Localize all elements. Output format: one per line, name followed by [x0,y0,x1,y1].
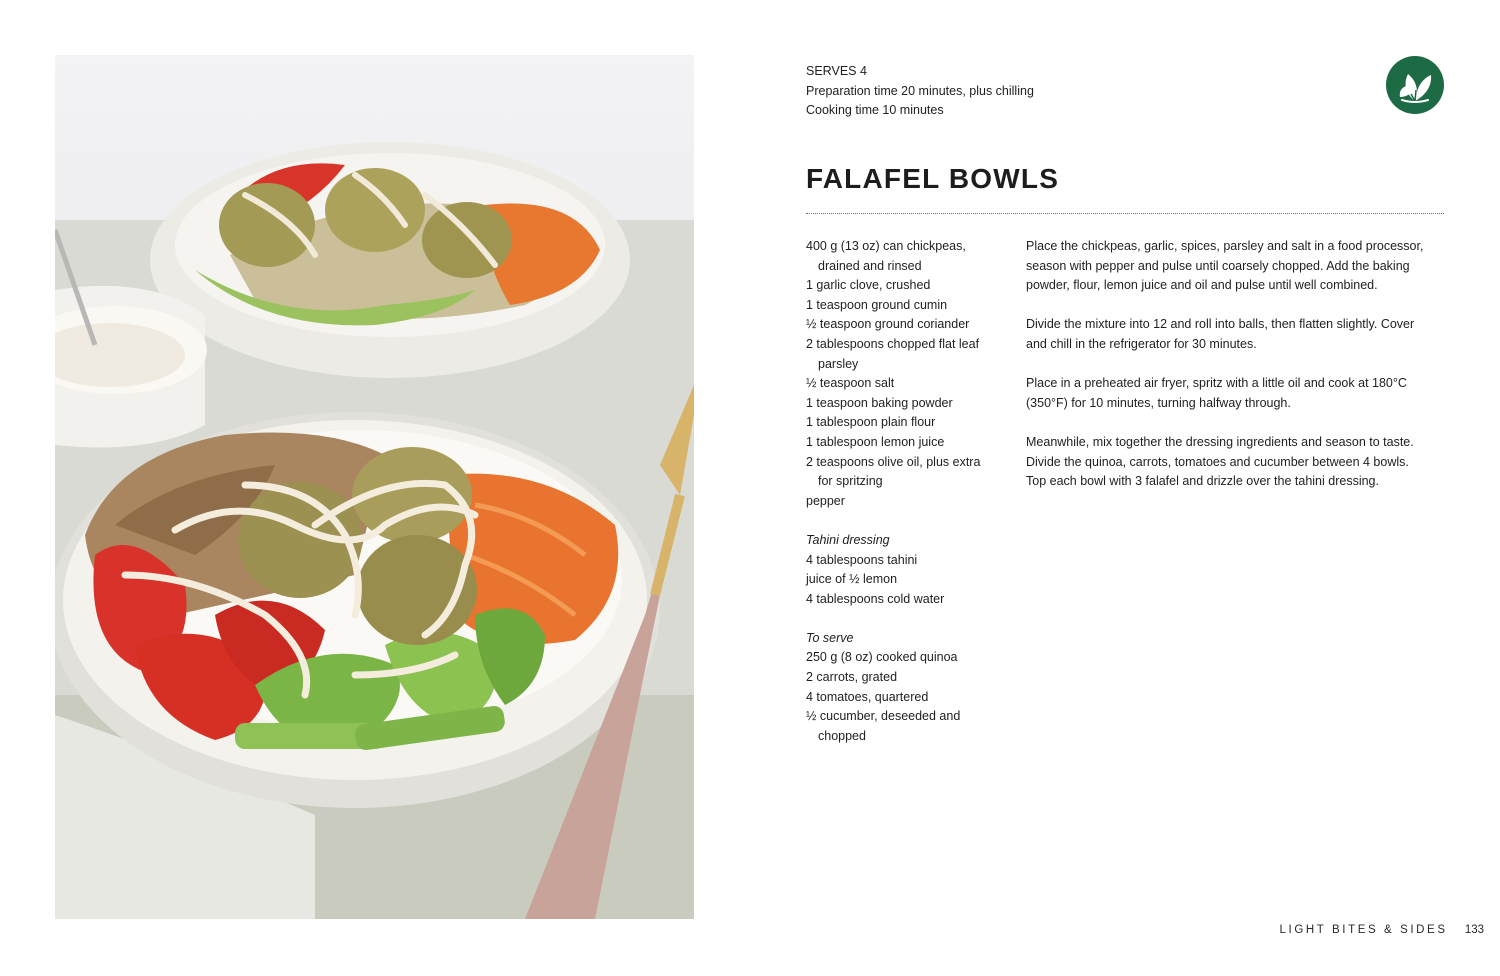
ingredient-item: 4 tomatoes, quartered [806,689,929,704]
ingredient-item: 1 teaspoon ground cumin [806,297,948,312]
falafel-bowl-illustration [55,55,694,919]
ingredient-item: 400 g (13 oz) can chickpeas, drained and rinsed [806,239,966,273]
method-step: Place the chickpeas, garlic, spices, parsley and salt in a food processor, season with pepper and pulse until coarsely chopped. Add the baking powder, flour, lemon juice and oil and pulse until well combined. [1026,239,1424,293]
vegetarian-badge [1386,56,1444,114]
ingredient-item: 4 tablespoons cold water [806,591,945,606]
method-step: Divide the mixture into 12 and roll into balls, then flatten slightly. Cover and chill in the refrigerator for 30 minutes. [1026,317,1415,351]
cook-time-text: Cooking time 10 minutes [806,103,944,118]
page-number: 133 [1464,924,1484,936]
ingredient-item: juice of ½ lemon [806,572,898,587]
section-name: LIGHT BITES & SIDES [1279,924,1448,936]
recipe-meta [806,62,1034,121]
prep-time-text: Preparation time 20 minutes, plus chilling [806,83,1034,98]
serves-text: SERVES 4 [806,64,867,78]
method-step: Meanwhile, mix together the dressing ingredients and season to taste. Divide the quinoa, carrots, tomatoes and cucumber between 4 bowls. Top each bowl with 3 falafel and drizzle over the tahini dressing. [1026,434,1414,489]
ingredient-item: 1 teaspoon baking powder [806,395,953,410]
front-bowl [55,412,660,808]
ingredient-item: 2 carrots, grated [806,670,898,685]
spacer [806,511,1011,531]
back-bowl [150,142,630,378]
title-divider [806,213,1444,214]
ingredient-item: 1 garlic clove, crushed [806,278,931,293]
method-steps [1026,237,1451,511]
ingredient-item: 250 g (8 oz) cooked quinoa [806,650,958,665]
ingredient-item: ½ teaspoon ground coriander [806,317,970,332]
ingredient-item: 2 tablespoons chopped flat leaf parsley [806,336,980,371]
ingredient-item: 1 tablespoon lemon juice [806,434,945,449]
method-step: Place in a preheated air fryer, spritz with a little oil and cook at 180°C (350°F) for 10 minutes, turning halfway through. [1026,376,1407,410]
vegetarian-leaf-icon [1386,56,1444,114]
recipe-photo [55,55,694,919]
page-footer [1280,924,1484,936]
ingredient-item: 4 tablespoons tahini [806,552,918,567]
ingredients-list [806,237,1011,746]
recipe-title: FALAFEL BOWLS [806,163,1060,194]
serve-heading: To serve [806,630,854,645]
ingredient-item: 1 tablespoon plain flour [806,415,936,430]
dressing-heading: Tahini dressing [806,532,890,547]
ingredient-item: ½ teaspoon salt [806,376,895,391]
ingredient-item: 2 teaspoons olive oil, plus extra for spritzing [806,454,981,489]
ingredient-item: ½ cucumber, deseeded and chopped [806,709,961,743]
ingredient-item: pepper [806,493,845,508]
spacer [806,609,1011,629]
